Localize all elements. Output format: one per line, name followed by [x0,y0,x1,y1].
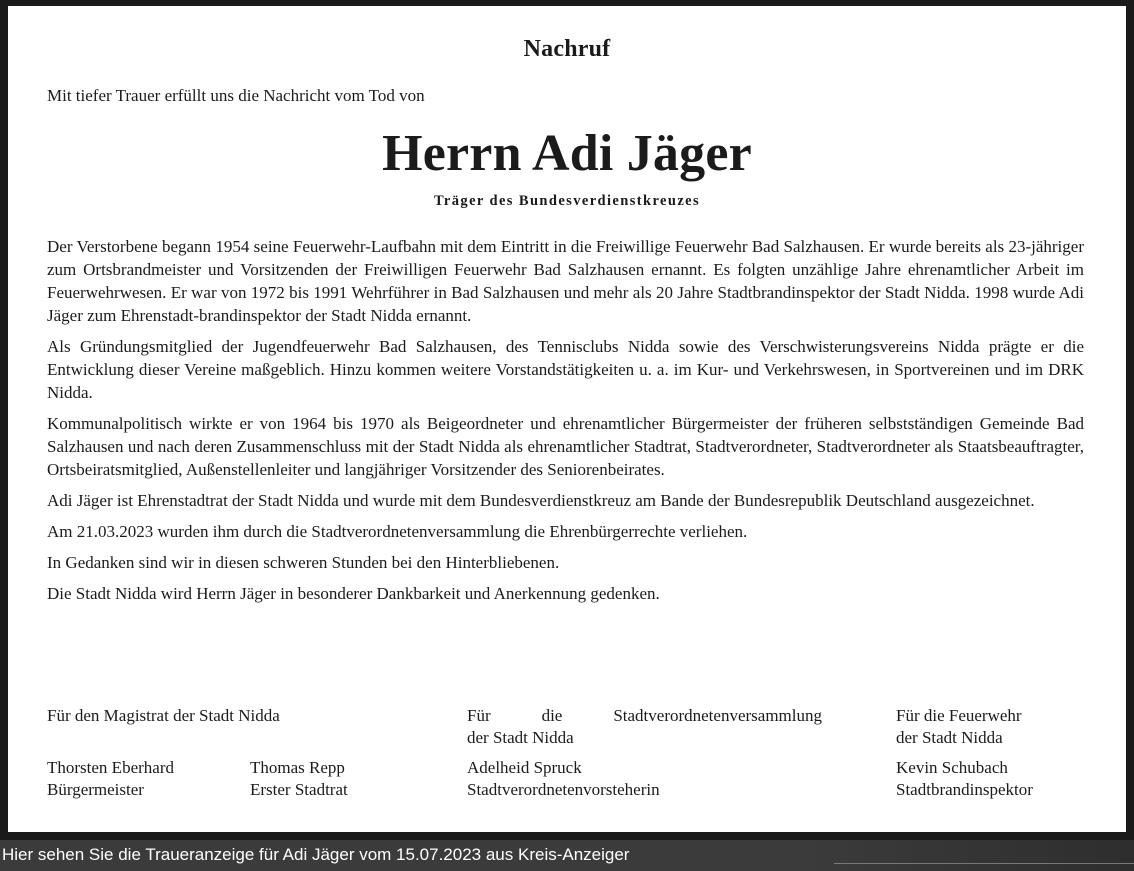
svv-label [467,705,822,749]
svv-label-line-2: der Stadt Nidda [467,728,574,747]
paragraph-citizenship: Am 21.03.2023 wurden ihm durch die Stadtverordnetenversammlung die Ehrenbürgerrechte verliehen. [47,522,748,541]
intro-line: Mit tiefer Trauer erfüllt uns die Nachricht vom Tod von [47,86,425,105]
signatory-fire-inspector [896,757,1033,801]
obituary-notice [8,6,1126,832]
signatory-title: Erster Stadtrat [250,780,348,799]
signatory-title: Stadtbrandinspektor [896,780,1033,799]
signatory-name: Thomas Repp [250,758,345,777]
fw-label-line-1: Für die Feuerwehr [896,706,1022,725]
paragraph-politics: Kommunalpolitisch wirkte er von 1964 bis 1970 als Beigeordneter und ehrenamtlicher Bürgermeister der früheren selbstständigen Gemeinde Bad Salzhausen und nach deren Zusammenschluss mit der Stadt Nidda als ehrenamtlicher Stadtrat, Stadtverordneter, Stadtverordneter als Staatsbeauftragter, Ortsbeiratsmitglied, Außenstellenleiter und langjähriger Vorsitzender des Seniorenbeirates. [47,414,1084,479]
image-caption: Hier sehen Sie die Traueranzeige für Adi Jäger vom 15.07.2023 aus Kreis-Anzeiger [2,845,630,864]
paragraph-honors: Adi Jäger ist Ehrenstadtrat der Stadt Nidda und wurde mit dem Bundesverdienstkreuz am Bande der Bundesrepublik Deutschland ausgezeichnet. [47,491,1035,510]
caption-divider [834,863,1134,864]
fw-label-line-2: der Stadt Nidda [896,728,1003,747]
signatory-mayor [47,757,174,801]
signatory-title: Bürgermeister [47,780,144,799]
paragraph-founding: Als Gründungsmitglied der Jugendfeuerwehr Bad Salzhausen, des Tennisclubs Nidda sowie des Verschwisterungsvereins Nidda prägte er die Entwicklung dieser Vereine maßgeblich. Hinzu kommen weitere Vorstandstätigkeiten u. a. im Kur- und Verkehrswesen, in Sportvereinen und im DRK Nidda. [47,337,1084,402]
svv-label-line-1: Für die Stadtverordnetenversammlung [467,706,822,725]
caption-bar [0,840,1134,871]
paragraph-condolence: In Gedanken sind wir in diesen schweren Stunden bei den Hinterbliebenen. [47,553,560,572]
magistrat-label: Für den Magistrat der Stadt Nidda [47,706,280,725]
honor-line: Träger des Bundesverdienstkreuzes [433,193,701,209]
signatory-first-councillor [250,757,348,801]
paragraph-remembrance: Die Stadt Nidda wird Herrn Jäger in besonderer Dankbarkeit und Anerkennung gedenken. [47,584,660,603]
signatory-name: Kevin Schubach [896,758,1008,777]
signatory-name: Thorsten Eberhard [47,758,174,777]
feuerwehr-label [896,705,1022,749]
signatory-council-chair [467,757,660,801]
paragraph-career: Der Verstorbene begann 1954 seine Feuerwehr-Laufbahn mit dem Eintritt in die Freiwillige Feuerwehr Bad Salzhausen. Er wurde bereits als 23-jähriger zum Ortsbrandmeister und Vorsitzenden der Freiwilligen Feuerwehr Bad Salzhausen ernannt. Es folgten unzählige Jahre ehrenamtlicher Arbeit im Feuerwehrwesen. Er war von 1972 bis 1991 Wehrführer in Bad Salzhausen und mehr als 20 Jahre Stadtbrandinspektor der Stadt Nidda. 1998 wurde Adi Jäger zum Ehrenstadt-brandinspektor der Stadt Nidda ernannt. [47,237,1084,325]
deceased-name: Herrn Adi Jäger [382,125,752,182]
obituary-body [47,235,1084,613]
signatory-title: Stadtverordnetenvorsteherin [467,780,660,799]
caption-fade [804,840,1134,871]
signature-section [47,705,1087,805]
signatory-name: Adelheid Spruck [467,758,582,777]
notice-heading: Nachruf [523,36,611,62]
